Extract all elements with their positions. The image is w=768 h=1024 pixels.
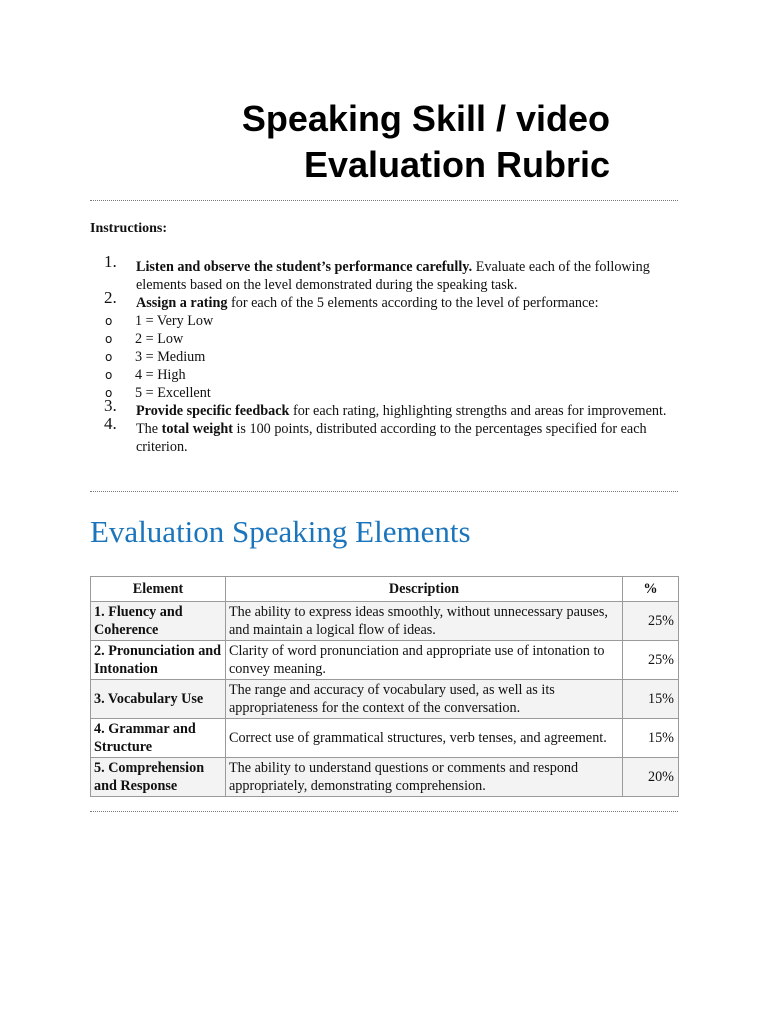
rating-label: 5 = Excellent xyxy=(135,385,211,401)
step-bold-text: Provide specific feedback xyxy=(136,403,290,419)
dotted-separator xyxy=(90,811,678,812)
column-header-percent: % xyxy=(623,577,679,602)
document-title xyxy=(242,96,610,188)
table-row xyxy=(91,758,679,797)
title-line-2: Evaluation Rubric xyxy=(303,144,610,185)
section-heading: Evaluation Speaking Elements xyxy=(90,514,471,549)
step-number: 2. xyxy=(104,288,117,307)
column-header-description: Description xyxy=(226,577,623,602)
table-row xyxy=(91,719,679,758)
circle-bullet-icon: o xyxy=(105,368,113,382)
rating-item xyxy=(90,330,680,348)
step-text: is 100 points, distributed according to the percentages specified for each criterion. xyxy=(136,421,647,455)
step-bold-text: Listen and observe the student’s performance carefully. xyxy=(136,259,473,275)
step-number: 4. xyxy=(104,414,117,433)
circle-bullet-icon: o xyxy=(105,332,113,346)
element-cell: 1. Fluency and Coherence xyxy=(91,602,226,641)
circle-bullet-icon: o xyxy=(105,314,113,328)
rubric-table xyxy=(90,576,679,797)
percent-cell: 25% xyxy=(623,641,679,680)
element-cell: 4. Grammar and Structure xyxy=(91,719,226,758)
description-cell: The ability to express ideas smoothly, without unnecessary pauses, and maintain a logical flow of ideas. xyxy=(226,602,623,641)
percent-cell: 15% xyxy=(623,719,679,758)
step-text: for each rating, highlighting strengths and areas for improvement. xyxy=(289,403,667,419)
description-cell: The range and accuracy of vocabulary used, as well as its appropriateness for the context of the conversation. xyxy=(226,680,623,719)
rating-item xyxy=(90,384,680,402)
element-cell: 2. Pronunciation and Intonation xyxy=(91,641,226,680)
step-bold-text: Assign a rating xyxy=(136,295,228,311)
rating-label: 4 = High xyxy=(135,367,186,383)
title-line-1: Speaking Skill / video xyxy=(241,98,610,139)
table-row xyxy=(91,680,679,719)
instructions-list xyxy=(90,252,680,456)
instruction-step-4 xyxy=(90,414,680,456)
rating-label: 1 = Very Low xyxy=(135,313,214,329)
step-number: 3. xyxy=(104,396,117,415)
step-text: Evaluate each of the following elements based on the level demonstrated during the speaking task. xyxy=(136,259,650,293)
step-text: for each of the 5 elements according to the level of performance: xyxy=(227,295,599,311)
column-header-element: Element xyxy=(91,577,226,602)
rating-item xyxy=(90,366,680,384)
rating-item xyxy=(90,348,680,366)
dotted-separator xyxy=(90,491,678,492)
table-row xyxy=(91,602,679,641)
percent-cell: 25% xyxy=(623,602,679,641)
rating-label: 3 = Medium xyxy=(135,349,206,365)
step-pre-text: The xyxy=(136,421,162,437)
instruction-step-2 xyxy=(90,288,680,312)
circle-bullet-icon: o xyxy=(105,386,113,400)
step-bold-text: total weight xyxy=(161,421,233,437)
description-cell: Correct use of grammatical structures, verb tenses, and agreement. xyxy=(226,719,623,758)
rating-scale-list xyxy=(90,312,680,402)
instruction-step-1 xyxy=(90,252,680,294)
description-cell: The ability to understand questions or comments and respond appropriately, demonstrating comprehension. xyxy=(226,758,623,797)
element-cell: 5. Comprehension and Response xyxy=(91,758,226,797)
rating-label: 2 = Low xyxy=(135,331,184,347)
circle-bullet-icon: o xyxy=(105,350,113,364)
step-number: 1. xyxy=(104,252,117,271)
table-row xyxy=(91,641,679,680)
percent-cell: 15% xyxy=(623,680,679,719)
element-cell: 3. Vocabulary Use xyxy=(91,680,226,719)
dotted-separator xyxy=(90,200,678,201)
instruction-step-3 xyxy=(90,396,680,420)
table-header-row xyxy=(91,577,679,602)
description-cell: Clarity of word pronunciation and appropriate use of intonation to convey meaning. xyxy=(226,641,623,680)
percent-cell: 20% xyxy=(623,758,679,797)
rating-item xyxy=(90,312,680,330)
instructions-label: Instructions: xyxy=(90,221,168,236)
